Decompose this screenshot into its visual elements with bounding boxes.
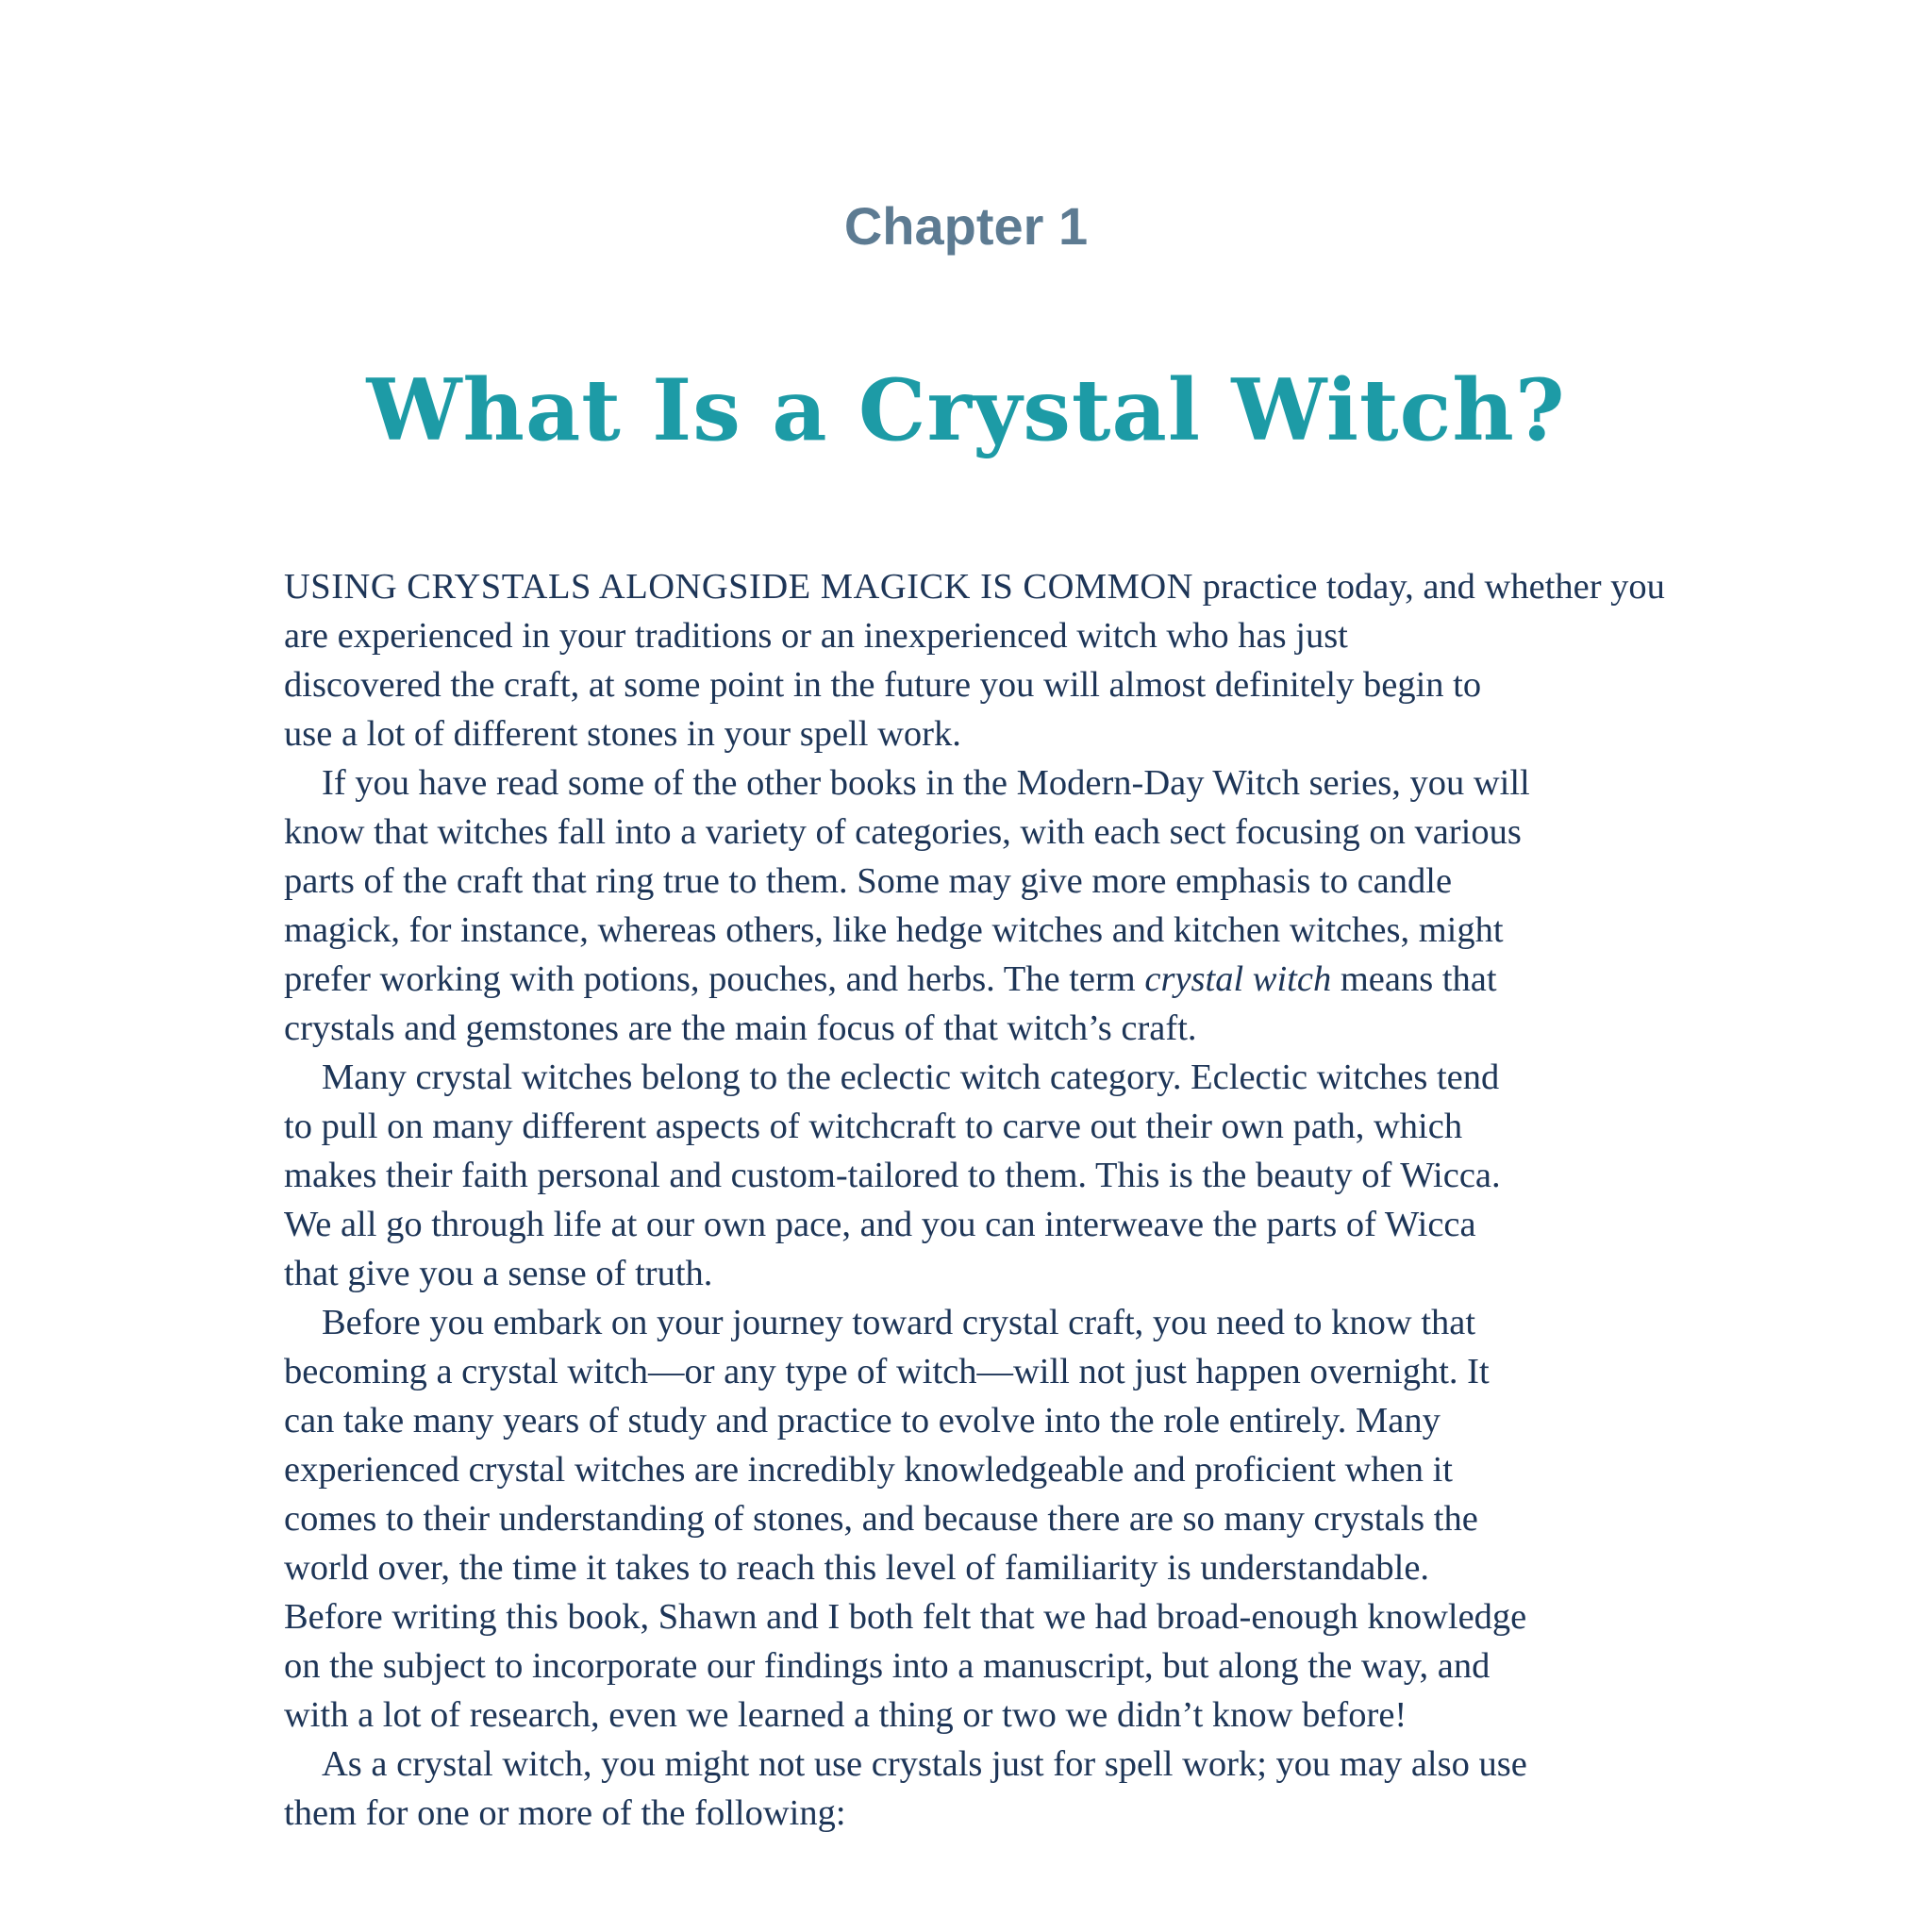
text-line: If you have read some of the other books in the Modern-Day Witch series, you will bbox=[322, 763, 1530, 803]
text-line: know that witches fall into a variety of categories, with each sect focusing on various bbox=[284, 812, 1522, 852]
text-line: USING CRYSTALS ALONGSIDE MAGICK IS COMMON practice today, and whether you bbox=[284, 567, 1665, 607]
text-line: Before you embark on your journey toward crystal craft, you need to know that bbox=[322, 1303, 1476, 1342]
text-line: can take many years of study and practice to evolve into the role entirely. Many bbox=[284, 1401, 1441, 1441]
text-line: that give you a sense of truth. bbox=[284, 1254, 713, 1293]
text-line: prefer working with potions, pouches, and herbs. The term crystal witch means that bbox=[284, 959, 1497, 999]
text-line: experienced crystal witches are incredibly knowledgeable and proficient when it bbox=[284, 1450, 1453, 1490]
text-line: discovered the craft, at some point in the future you will almost definitely begin to bbox=[284, 665, 1482, 705]
text-line: parts of the craft that ring true to them. Some may give more emphasis to candle bbox=[284, 861, 1453, 901]
paragraph-2 bbox=[284, 758, 1680, 1053]
text-line: them for one or more of the following: bbox=[284, 1793, 846, 1833]
chapter-label: Chapter 1 bbox=[843, 196, 1089, 256]
chapter-body bbox=[284, 562, 1680, 1838]
text-line: becoming a crystal witch—or any type of witch—will not just happen overnight. It bbox=[284, 1352, 1490, 1391]
text-line: with a lot of research, even we learned a thing or two we didn’t know before! bbox=[284, 1695, 1407, 1735]
text-line: crystals and gemstones are the main focus of that witch’s craft. bbox=[284, 1008, 1197, 1048]
text-line: magick, for instance, whereas others, like hedge witches and kitchen witches, might bbox=[284, 910, 1504, 950]
text-line: Many crystal witches belong to the eclectic witch category. Eclectic witches tend bbox=[322, 1058, 1500, 1097]
paragraph-4 bbox=[284, 1298, 1680, 1740]
chapter-title: What Is a Crystal Witch? bbox=[366, 360, 1566, 460]
text-line: on the subject to incorporate our findings into a manuscript, but along the way, and bbox=[284, 1646, 1491, 1686]
text-line: makes their faith personal and custom-tailored to them. This is the beauty of Wicca. bbox=[284, 1156, 1501, 1195]
text-line: world over, the time it takes to reach this level of familiarity is understandable. bbox=[284, 1548, 1430, 1588]
text-line: We all go through life at our own pace, and you can interweave the parts of Wicca bbox=[284, 1205, 1476, 1244]
paragraph-3 bbox=[284, 1053, 1680, 1298]
lead-in-small-caps: USING CRYSTALS ALONGSIDE MAGICK IS COMMON bbox=[284, 567, 1193, 607]
text-line: As a crystal witch, you might not use crystals just for spell work; you may also use bbox=[322, 1744, 1527, 1784]
italic-term: crystal witch bbox=[1144, 959, 1332, 999]
paragraph-1 bbox=[284, 562, 1680, 758]
text-line: comes to their understanding of stones, and because there are so many crystals the bbox=[284, 1499, 1478, 1539]
paragraph-5 bbox=[284, 1740, 1680, 1838]
text-line: use a lot of different stones in your spell work. bbox=[284, 714, 961, 754]
text-line: to pull on many different aspects of witchcraft to carve out their own path, which bbox=[284, 1107, 1463, 1146]
text-line: Before writing this book, Shawn and I both felt that we had broad-enough knowledge bbox=[284, 1597, 1527, 1637]
text-line: are experienced in your traditions or an inexperienced witch who has just bbox=[284, 616, 1348, 656]
